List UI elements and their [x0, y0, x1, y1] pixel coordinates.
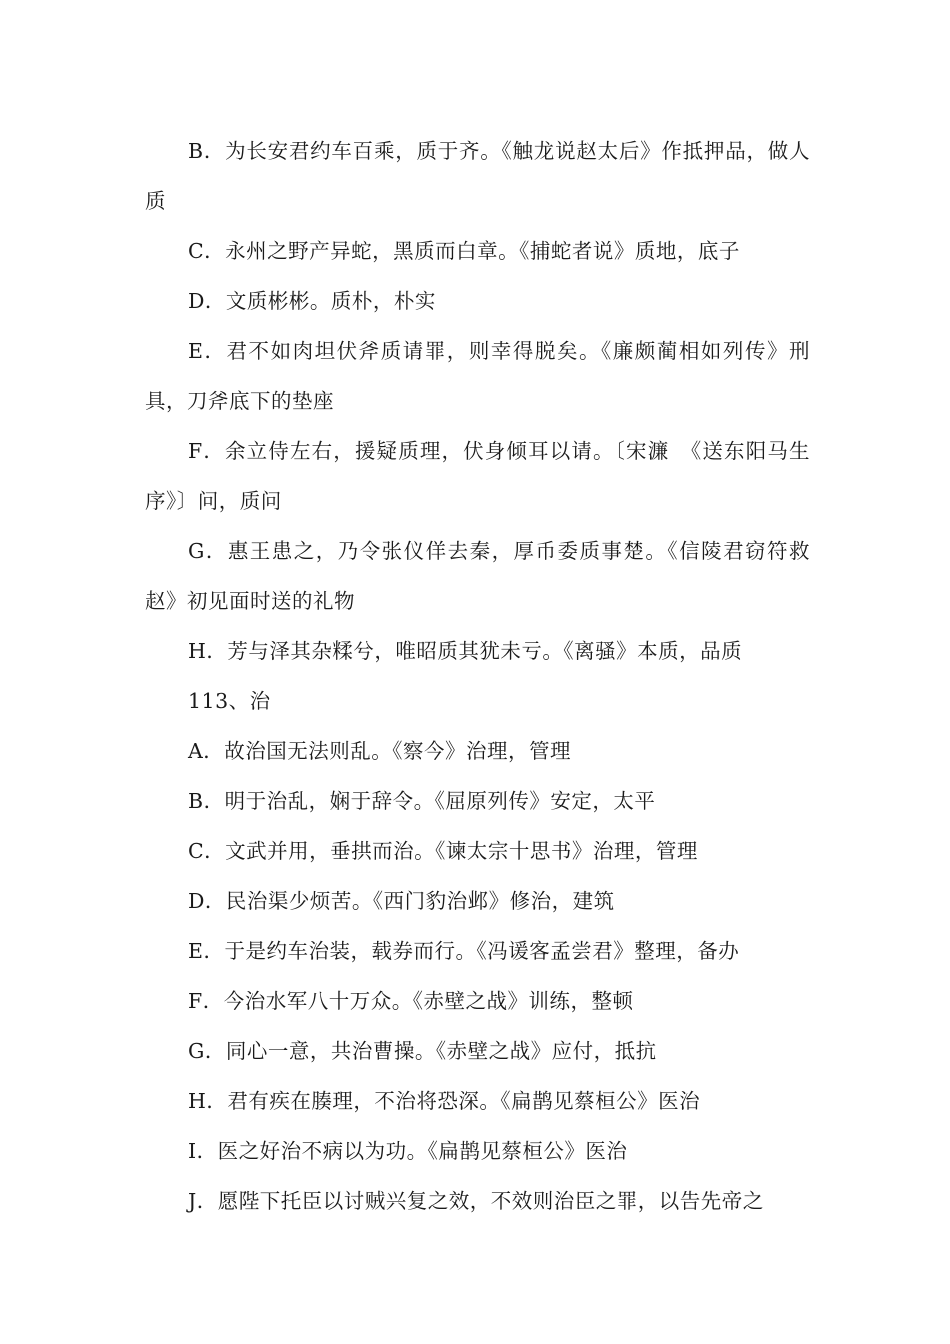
section-heading-113: 113、治 — [188, 689, 271, 713]
paragraph-zhi2-c: C．文武并用，垂拱而治。《谏太宗十思书》治理，管理 — [188, 839, 698, 863]
document-body — [145, 126, 810, 1226]
paragraph-zhi2-e: E．于是约车治装，载券而行。《冯谖客孟尝君》整理，备办 — [188, 939, 740, 963]
paragraph-zhi2-j: J．愿陛下托臣以讨贼兴复之效，不效则治臣之罪，以告先帝之 — [188, 1189, 764, 1213]
paragraph-zhi2-h: H．君有疾在腠理，不治将恐深。《扁鹊见蔡桓公》医治 — [188, 1089, 701, 1113]
paragraph-zhi2-i: I．医之好治不病以为功。《扁鹊见蔡桓公》医治 — [188, 1139, 628, 1163]
paragraph-zhi-e: E．君不如肉坦伏斧质请罪，则幸得脱矣。《廉颇蔺相如列传》刑具，刀斧底下的垫座 — [145, 339, 810, 413]
paragraph-zhi2-g: G．同心一意，共治曹操。《赤壁之战》应付，抵抗 — [188, 1039, 657, 1063]
paragraph-zhi2-a: A．故治国无法则乱。《察今》治理，管理 — [188, 739, 572, 763]
paragraph-zhi-d: D．文质彬彬。质朴，朴实 — [188, 289, 436, 313]
paragraph-zhi-h: H．芳与泽其杂糅兮，唯昭质其犹未亏。《离骚》本质，品质 — [188, 639, 743, 663]
paragraph-zhi-g: G．惠王患之，乃令张仪佯去秦，厚币委质事楚。《信陵君窃符救赵》初见面时送的礼物 — [145, 539, 810, 613]
paragraph-zhi2-b: B．明于治乱，娴于辞令。《屈原列传》安定，太平 — [188, 789, 656, 813]
paragraph-zhi2-f: F．今治水军八十万众。《赤壁之战》训练，整顿 — [188, 989, 634, 1013]
paragraph-zhi2-d: D．民治渠少烦苦。《西门豹治邺》修治，建筑 — [188, 889, 615, 913]
paragraph-zhi-b: B．为长安君约车百乘，质于齐。《触龙说赵太后》作抵押品，做人质 — [145, 139, 810, 213]
paragraph-zhi-f: F．余立侍左右，援疑质理，伏身倾耳以请。〔宋濂 《送东阳马生序》〕问，质问 — [145, 439, 810, 513]
paragraph-zhi-c: C．永州之野产异蛇，黑质而白章。《捕蛇者说》质地，底子 — [188, 239, 740, 263]
